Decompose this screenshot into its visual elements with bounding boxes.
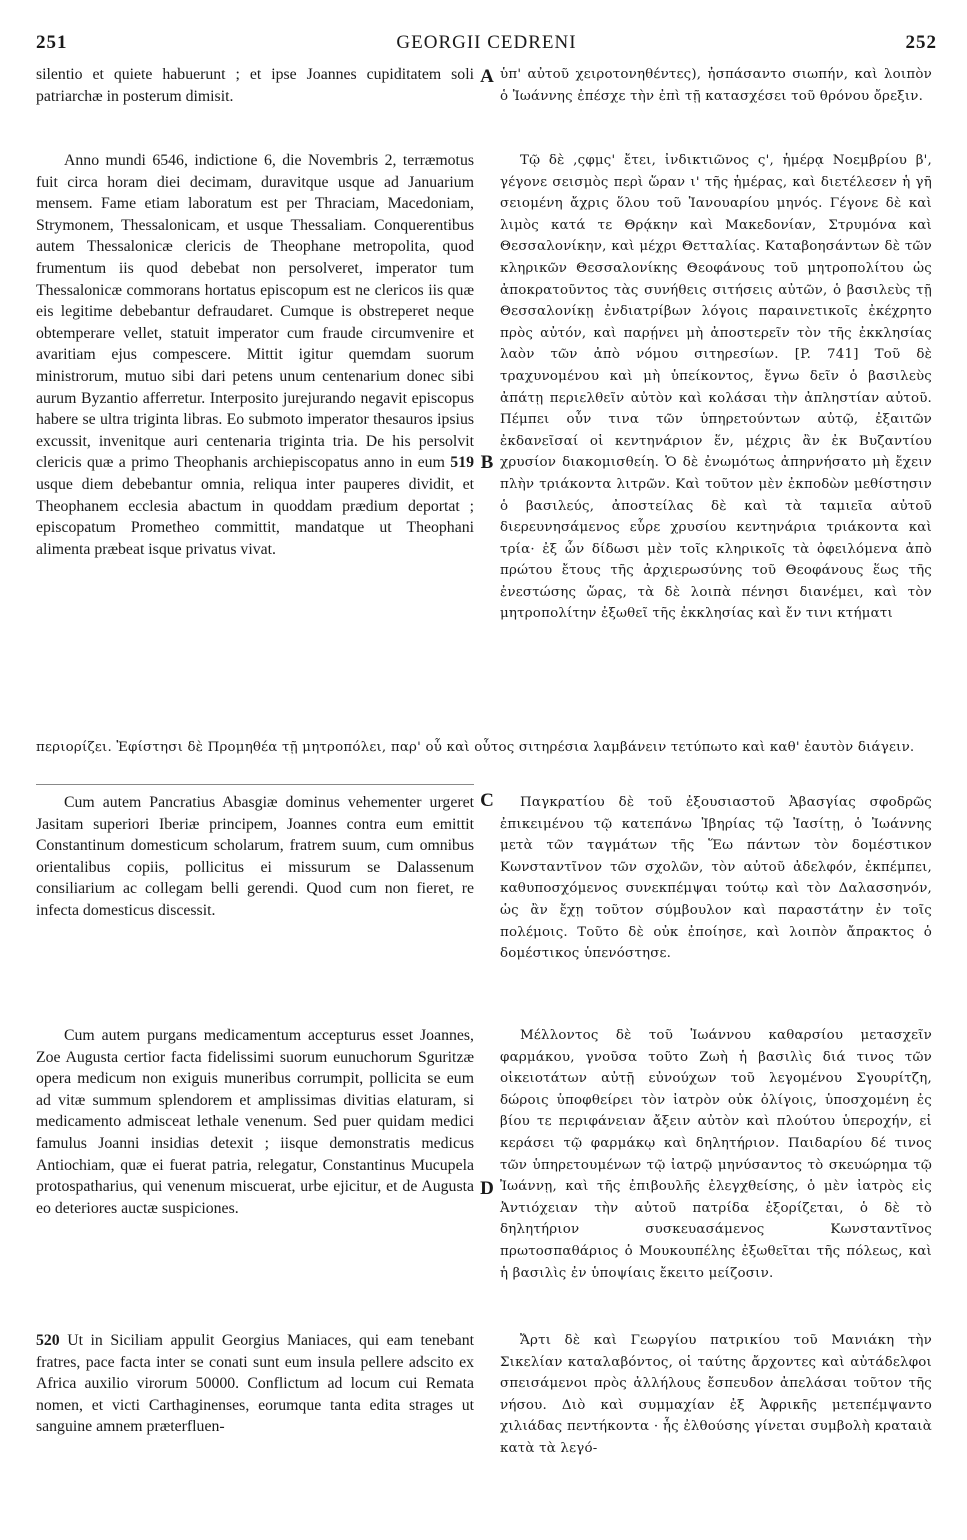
margin-letter: D (480, 1178, 494, 1199)
margin-letter: B (480, 452, 494, 473)
greek-full-width-line: περιορίζει. Ἐφίστησι δὲ Προμηθέα τῇ μητροπόλει, παρ' οὗ καὶ οὗτος σιτηρέσια λαμβάνειν τετύπωτο καὶ καθ' ἑαυτὸν διάγειν. (36, 740, 915, 755)
margin-letter: A (480, 66, 494, 87)
page-number-right: 252 (905, 32, 937, 53)
latin-paragraph (36, 150, 474, 560)
greek-paragraph: Παγκρατίου δὲ τοῦ ἐξουσιαστοῦ Ἀβασγίας σφοδρῶς ἐπικειμένου τῷ κατεπάνω Ἰβηρίας τῷ Ἰασίτῃ, ὁ Ἰωάννης μετὰ τῶν ταγμάτων τῆς Ἕω πάντων τὸν δομέστικον Κωνσταντῖνον τῶν σχολῶν, τὸν αὐτοῦ ἀδελφόν, ἐκπέμπει, καθυποσχόμενος συνεκπέμψαι τούτῳ καὶ τὸν Δαλασσηνόν, ὡς ἂν ἔχῃ τοῦτον σύμβουλον καὶ παραστάτην ἐν τοῖς πολέμοις. Τοῦτο δὲ οὐκ ἐποίησε, καὶ λοιπὸν ἄπρακτος ὁ δομέστικος ὑπενόστησε. (500, 795, 932, 962)
latin-text: usque diem debebantur omnia, reliqua inter pauperes dividit, et Theophanem ecclesia abactum in quoddam prædium deportat ; episcopatum Prometheo committit, mandatque ut Theophani alimenta præbeat isque privatus vivat. (36, 475, 474, 558)
running-title: GEORGII CEDRENI (396, 32, 577, 53)
greek-paragraph: Τῷ δὲ ,ςφμς' ἔτει, ἰνδικτιῶνος ς', ἡμέρᾳ Νοεμβρίου β', γέγονε σεισμὸς περὶ ὥραν ι' τῆς ἡμέρας, καὶ διετέλεσεν ἡ γῆ σειομένη ἄχρις ὅλου τοῦ Ἰανουαρίου μηνός. Γέγονε δὲ καὶ λιμὸς κατά τε Θρᾴκην καὶ Μακεδονίαν, Στρυμόνα καὶ Θεσσαλονίκην, καὶ μέχρι Θετταλίας. Καταβοησάντων δὲ τῶν κληρικῶν Θεσσαλονίκης Θεοφάνους τοῦ μητροπολίτου ὡς ἀποκρατοῦντος τὰς συνήθεις σιτήσεις αὐτῶν, ὁ βασιλεὺς τῇ Θεσσαλονίκῃ ἐνδιατρίβων λόγοις παραινετικοῖς ἐκέχρητο πρὸς αὐτόν, καὶ παρῄνει μὴ ἀποστερεῖν τὸν τῆς ἐκκλησίας λαὸν τῶν ἀπὸ νόμου σιτηρεσίων. [P. 741] Τοῦ δὲ τραχυνομένου καὶ μὴ ὑπείκοντος, ἔγνω δεῖν ὁ βασιλεὺς ἀπάτῃ περιελθεῖν αὐτὸν καὶ κολάσαι τὴν ἀπληστίαν αὐτοῦ. Πέμπει οὖν τινα τῶν ὑπηρετούντων αὐτῷ, ἐξαιτῶν ἐκδανεῖσαί οἱ κεντηνάριον ἕν, μέχρις ἂν ἐκ Βυζαντίου χρυσίον διακομισθείη. Ὁ δὲ ἐνωμότως ἀπηρνήσατο μὴ ἔχειν πλὴν τριάκοντα λιτρῶν. Καὶ τοῦτον μὲν ἐκποδὼν μεθίστησιν ὁ βασιλεύς, ἀποστείλας δὲ καὶ τὰ ταμιεῖα αὐτοῦ διερευνησάμενος εὗρε χρυσίου κεντηνάρια τριάκοντα καὶ τρία· ἐξ ὧν δίδωσι μὲν τοῖς κληρικοῖς τὰ ὀφειλόμενα ἀπὸ πρώτου ἔτους τῆς ἀρχιερωσύνης τοῦ Θεοφάνους ἕως τῆς ἐνεστώσης ὥρας, τὰ δὲ λοιπὰ πένησι διανέμει, καὶ τὸν μητροπολίτην ἐξωθεῖ τῆς ἐκκλησίας καὶ ἔν τινι κτήματι (500, 153, 932, 622)
greek-paragraph: ὑπ' αὐτοῦ χειροτονηθέντες), ἠσπάσαντο σιωπήν, καὶ λοιπὸν ὁ Ἰωάννης ἐπέσχε τὴν ἐπὶ τῇ κατασχέσει τοῦ θρόνου ὄρεξιν. (500, 67, 932, 104)
latin-paragraph: silentio et quiete habuerunt ; et ipse Joannes cupiditatem soli patriarchæ in posterum dimisit. (36, 66, 474, 105)
running-head (36, 32, 937, 58)
greek-paragraph: Ἄρτι δὲ καὶ Γεωργίου πατρικίου τοῦ Μανιάκη τὴν Σικελίαν καταλαβόντος, οἱ ταύτης ἄρχοντες καὶ αὐτάδελφοι σπεισάμενοι πρὸς ἀλλήλους ἔσπευδον ἀπελάσαι τοῦτον τῆς νήσου. Διὸ καὶ συμμαχίαν ἐξ Ἀφρικῆς μετεπέμψαντο χιλιάδας πεντήκοντα · ἧς ἐλθούσης γίνεται συμβολὴ κραταιὰ κατὰ τὰ λεγό- (500, 1333, 932, 1456)
latin-text: Anno mundi 6546, indictione 6, die Novembris 2, terræmotus fuit circa horam diei decimam, duravitque usque ad Januarium mensem. Fame etiam laboratum est per Thraciam, Macedoniam, Strymonem, Thessalonicam, et usque Thessaliam. Conquerentibus autem Thessalonicæ clericis de Theophane metropolita, quod frumentum iis quod debebat non persolveret, imperator tum Thessalonicæ commorans hortatus episcopum est ne clericos iis quæ eis legitime debebantur defraudaret. Cumque is obstreperet neque obtemperare vellet, statuit imperator cum fraude circumvenire et avaritiam ejus compescere. Mittit igitur quemdam suorum ministrorum, mutuo sibi dari petens unum centenarium donec sibi aurum Byzantio afferretur. Interposito jurejurando negavit episcopus habere se ultra triginta libras. Eo submoto imperator thesauros ipsius excussit, invenitque auri centenaria triginta tria. De his persolvit clericis quæ a primo Theophanis archiepiscopatus anno in eum (36, 152, 474, 472)
margin-letter: C (480, 790, 494, 811)
greek-paragraph: Μέλλοντος δὲ τοῦ Ἰωάννου καθαρσίου μετασχεῖν φαρμάκου, γνοῦσα τοῦτο Ζωὴ ἡ βασιλὶς διά τινος τῶν οἰκειοτάτων αὐτῇ εὐνούχων τοῦ λεγομένου Σγουρίτζη, δώροις ὑποφθείρει τὸν ἰατρὸν οὐκ ὀλίγοις, ὑποσχομένη ἐς βίου τε περιφάνειαν ἄξειν αὐτὸν καὶ πλούτου ὑπεροχήν, εἰ κεράσει τῷ φαρμάκῳ καὶ δηλητήριον. Παιδαρίου δέ τινος τῶν ὑπηρετουμένων τῷ ἰατρῷ μηνύσαντος τὸ σκευώρημα τῷ Ἰωάννῃ, καὶ τῆς ἐπιβουλῆς ἐλεγχθείσης, ὁ μὲν ἰατρὸς εἰς Ἀντιόχειαν τὴν αὐτοῦ πατρίδα ἐξορίζεται, ὁ δὲ τὸ δηλητήριον συσκευασάμενος Κωνσταντῖνος πρωτοσπαθάριος ὁ Μουκουπέλης ἐξωθεῖται τῆς πόλεως, καὶ ἡ βασιλὶς ἐν ὑποψίαις ἔκειτο μείζοσιν. (500, 1028, 932, 1281)
column-number: 519 (450, 454, 474, 472)
latin-text: Ut in Siciliam appulit Georgius Maniaces, qui eam tenebant fratres, pace facta inter se conati sunt eum insula pellere adscito ex Africa auxilio virorum 50000. Conflictum ad locum cui Remata nomen, et victi Carthaginenses, eorumque tanta edita strages ut sanguine amnem præterfluen- (36, 1332, 474, 1436)
latin-paragraph: Cum autem purgans medicamentum accepturus esset Joannes, Zoe Augusta certior facta fidelissimi suorum eunuchorum Sguritzæ opera medicum non exiguis muneribus corrumpit, pollicita se eum ad vitæ summum splendorem et amplissimas divitias elaturam, si medicamento admisceat lethale venenum. Sed puer quidam medici famulus Joanni insidias detexit ; iisque demonstratis medicus Antiochiam, quæ ei fuerat patria, relegatur, Constantinus Mucupela protospatharius, qui venenum miscuerat, urbe ejicitur, et de Augusta eo deteriores auctæ suspiciones. (36, 1027, 474, 1217)
page-number-left: 251 (36, 32, 68, 53)
column-number: 520 (36, 1332, 60, 1349)
divider (36, 784, 474, 785)
latin-paragraph (36, 1330, 474, 1438)
latin-paragraph: Cum autem Pancratius Abasgiæ dominus vehementer urgeret Jasitam superiori Iberiæ principem, Joannes contra eum emittit Constantinum domesticum scholarum, fratrem suum, cum omnibus orientalibus copiis, pollicitus ei missurum se Dalassenum consiliarium ac collegam belli gerendi. Quod cum non fieret, re infecta domesticus discessit. (36, 794, 474, 919)
